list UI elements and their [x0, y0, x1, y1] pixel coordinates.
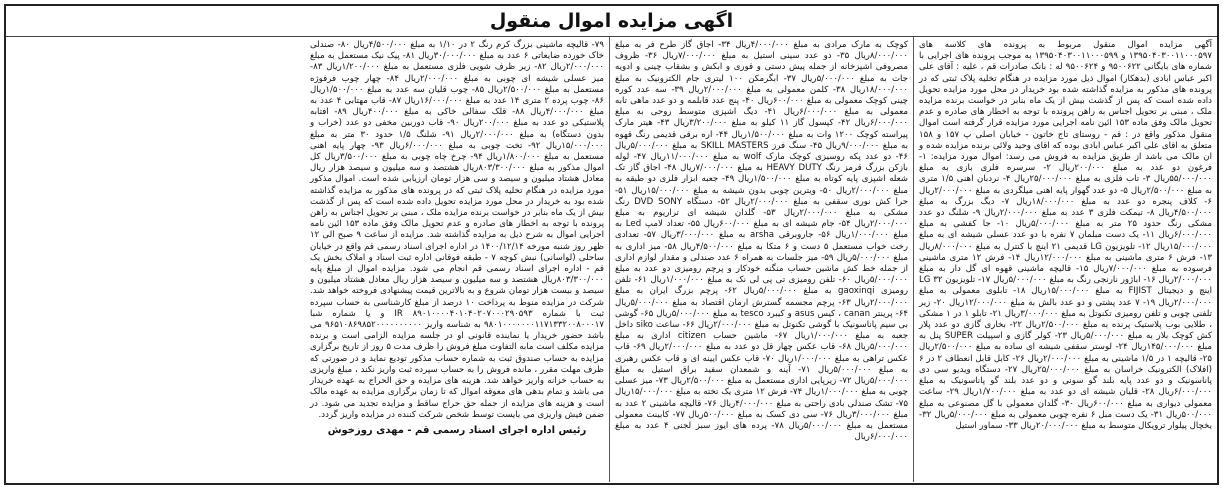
- signature: رئیس اداره اجرای اسناد رسمی قم - مهدی روزخوش: [327, 424, 587, 436]
- notice-title: اگهی مزایده اموال منقول: [489, 10, 734, 32]
- column-1: [913, 37, 1217, 482]
- column-3-text: ۷۹- قالیچه ماشینی بزرگ کرم رنگ ۲ در ۱/۱۰ به مبلغ ۴/۵۰۰/۰۰۰ریال ۸۰- صندلی خاک خورده ضایعاتی ۶ عدد به مبلغ ۳۰/۰۰۰/۰۰۰ریال ۸۱- پیک نیک مستعمل به مبلغ ۲/۰۰۰/۰۰۰ریال ۸۲- زیر ظرف شویی فلزی مستعمل به مبلغ ۱/۲۰۰/۰۰۰ریال ۸۳- میز عسلی شیشه ای چوبی به مبلغ ۲/۰۰۰/۰۰۰ریال ۸۴- چهار چوب فرفوژه مستعمل به مبلغ ۲/۵۰۰/۰۰۰ریال ۸۵- چوب قلیان سه عدد به مبلغ ۱/۵۰۰/۰۰۰ریال ۸۶- چوب پرده ۲ متری ۱۴ عدد به مبلغ ۱۶/۰۰۰/۰۰۰ریال ۸۷- قاب مهتابی ۴ عدد به مبلغ ۴/۰۰۰/۰۰۰ریال ۸۸- قلک سفالی خاکی به مبلغ ۴۰۰/۰۰۰ریال ۸۹- افتابه پلاستیکی دو عدد به مبلغ ۲۰۰/۰۰۰ریال ۹۰- قاب دوربین مخفی دو عدد (خراب و بدون دستگاه) به مبلغ ۲/۰۰۰/۰۰۰ریال ۹۱- شلنگ ۱/۵ حدود ۳۰ متر به مبلغ ۱۵/۰۰۰/۰۰۰ریال ۹۲- تخت چوبی به مبلغ ۶/۰۰۰/۰۰۰ریال ۹۳- چهار پایه اهنی مستعمل به مبلغ ۱/۸۰۰/۰۰۰ریال ۹۴- چرخ چاه چوبی به مبلغ ۳/۵۰۰/۰۰۰ریال کل اموال مذکور به مبلغ ۸۰۳/۳۰۰/۰۰۰ریال هشتصد و سه میلیون و سیصد هزار ریال معادل هشتاد میلیون و سیصد و سی هزار تومان ارزیابی شده است. اموال مذکور مورد مزایده در هنگام تخلیه پلاک ثبتی که در پرونده های مذکور به مزایده گذاشته شده بود به خریدار در محل مورد مزایده تحویل داده شده است که پس از گذشت بیش از یک ماه بنابر در خواست برنده مزایده ملک ، مبنی بر تحویل اجناس به راهن پرونده با توجه به اخطار های صادره و عدم تحویل مالک وفق ماده ۱۵۳ ائین نامه اجرایی اموال به شرح ذیل به مزایده گذاشته شد. مزایده از ساعت ۹ صبح الی ۱۲ ظهر روز شنبه مورخه ۱۴۰۰/۱۲/۱۴ در اداره اجرای اسناد رسمی قم واقع در خیابان ساحلی (لواسانی) نبش کوچه ۷ - طبقه فوقانی اداره ثبت اسناد و املاک بخش یک قم - اداره اجرای اسناد رسمی قم انجام می شود. مزایده اموال از مبلغ پایه ۸۰۳/۳۰۰/۰۰۰ریال هشتصد و سه میلیون و سیصد هزار ریال معادل هشتاد میلیون و سیصد و بیست هزار تومان شروع و به بالاترین قیمت پیشنهادی فروخته خواهد شد. شرکت در مزایده منوط به پرداخت ۱۰ درصد از مبلغ کارشناسی به حساب سپرده ثبت با شماره IR ۸۹۰۱۰۰۰۰۴۰۱۰۴۰۲۰۷۰۰۰۲۹۰۵۹۳ و یا شماره شبا ۹۸۰۱۰۰۰۰۰۰۰۱۱۷۱۳۳۲۰۰۸۰۰۰۱۷ به شناسه واریز ۹۶۵۱۰۸۶۹۸۵۲۰۰۰۰۰۰۰۰۰۰ می باشد حضور خریدار یا نماینده قانونی او در جلسه مزایده الزامی است و برنده مزایده مکلف است مابه التفاوت مبلغ فروش را ظرف مدت ۵ روز از تاریخ برگزاری مزایده به حساب صندوق ثبت به شماره حساب مذکور تودیع نماید و در صورتی که ظرف مهلت مقرر ، مانده فروش را به حساب سپرده ثبت واریز نکند ، مبلغ واریزی به حساب خزانه واریز خواهد شد. هزینه های مزایده و حق الحراج به عهده خریدار می باشد و تمام بدهی های معوقه اموال که تا زمان برگزاری مزایده به عهده مالک است و هزینه های مزایده از جمله حق حراج ساقط و مزایده تجدید می شود. در ضمن فیش واریزی می بایست توسط شخص شرکت کننده در مزایده واریز گردد.: [310, 40, 605, 420]
- column-1-text: آگهی مزایده اموال منقول مربوط به پرونده های کلاسه های ۱۳۹۵۰۴۰۳۰۰۱۱۰۰۰۵۹۷ و ۱۳۹۵۰۴۰۳۰۰۱۱۰۰۰۵۹۹ به موجب پرونده های اجرایی با شماره های بایگانی ۹۵۰۰۶۲۲ و ۹۵۰۰۶۲۴ له : بانک صادرات قم ، علیه : آقای علی اکبر عباس ابادی (بدهکار) اموال ذیل مورد مزایده در هنگام تخلیه پلاک ثبتی که در پرونده های مذکور به مزایده گذاشته شده بود خریدار در محل مورد مزایده تحویل داده شده است که پس از گذشت بیش از یک ماه بنابر در خواست برنده مزایده ملک ، مبنی بر تحویل اجناس به راهن پرونده با توجه به اخطار های صادره و عدم تحویل مالک وفق ماده ۱۵۳ ائین نامه اجرایی مورد مزایده قرار گرفته است اموال منقول مذکور واقع در : قم - روستای تاج خاتون - خیابان اصلی پ ۱۵۷ و ۱۵۸ متعلق به اقای علی اکبر عباس ابادی بوده که اقای وحید ولائی برنده مزایده شده و ان مالک می باشد از طریق مزایده به فروش می رسد: اموال مورد مزایده: ۱- فرغون دو عدد به مبلغ ۲۰۰/۰۰۰ریال ۲- سرسره فلزی بازی به مبلغ ۵۵/۰۰۰/۰۰۰ریال ۳- تاب فلزی به مبلغ ۲۵/۰۰۰/۰۰۰ریال ۴- نردبان اهنی ۱/۵ متری به مبلغ ۲/۵۰۰/۰۰۰ریال ۵- دو عدد گهوار پایه اهنی میلگردی به مبلغ ۲/۰۰۰/۰۰۰ریال ۶- کلاف پنجره دو عدد به مبلغ ۱۸/۰۰۰/۰۰۰ریال ۷- دیگ بزرگ به مبلغ ۴/۵۰۰/۰۰۰ریال ۸- تیمکت فلزی ۳ عدد به مبلغ ۲/۰۰۰/۰۰۰ریال ۹- شلنگ دو عدد مشکی رنگ حدود ۲۵ متر به مبلغ ۵/۰۰۰/۰۰۰ریال ۱۰- جا کفشی به مبلغ ۶/۰۰۰/۰۰۰ریال ۱۱- یک دست مبلمان ۷ نفره با دو عدد عسلی شیشه ای به مبلغ ۱۵/۰۰۰/۰۰۰ریال ۱۲- تلویزیون LG قدیمی ۲۱ اینچ با کنترل به مبلغ ۸/۰۰۰/۰۰۰ریال ۱۳- فرش ۶ متری ماشینی به مبلغ ۱۲/۰۰۰/۰۰۰ریال ۱۴- فرش ۱۲ متری ماشینی فرسوده به مبلغ ۷/۰۰۰/۰۰۰ریال ۱۵- قالیچه ماشینی قهوه ای گل دار به مبلغ ۲/۰۰۰/۰۰۰ریال ۱۶- اباژور نارنجی رنگ به مبلغ ۵/۰۰۰/۰۰۰ریال ۱۷- تلویزیون LG ۳۲ اینچ و دیجیتال FIJIST به مبلغ ۱۵/۰۰۰/۰۰۰ریال ۱۸- تابلوی معمولی به مبلغ ۲/۰۰۰/۰۰۰ریال ۱۹- ۷ عدد پشتی و دو عدد بالش به مبلغ ۱۲/۰۰۰/۰۰۰ریال ۲۰- زیر تلفنی چوبی و تلفن رومیزی تکنوتل به مبلغ ۳/۰۰۰/۰۰۰ریال ۲۱- تابلو ۱ در ۱ مشکی ، طلایی بوب پلاستیک پرنده به مبلغ ۲/۵۰۰/۰۰۰ریال ۲۲- بخاری گازی دو عدد پلار کش کوچک بلار به مبلغ ۵/۰۰۰/۰۰۰ریال ۲۳- کولر گازی و اسپیلت SUPER پنل به مبلغ ۱۴۵/۰۰۰/۰۰۰ریال ۲۴- لوستر سقفی شیشه ای ساده به مبلغ ۲/۵۰۰/۰۰۰ریال ۲۵- قالیچه ۱ در ۱/۵ ماشینی به مبلغ ۲/۰۰۰/۰۰۰ریال ۲۶- کابل قابل انعطاف ۲ در ۶ (افلاک) الکترونیک خراسان به مبلغ ۲۵/۰۰۰/۰۰۰ریال ۲۷- دستگاه ویدیو سی دی پاناسونیک و دو عدد پایه بلند گو سونی و دو عدد بلند گو پاناسونیک به مبلغ ۶/۰۰۰/۰۰۰ریال ۲۸- قلیان شیشه ای دو عدد به مبلغ ۱/۷۰۰/۰۰۰ریال ۲۹- ساعت معمولی دیواری به مبلغ ۶۰۰/۰۰۰ریال ۳۰- گلدان معمولی با گل مصنوعی به مبلغ ۵۰۰/۰۰۰ریال ۳۱- یک دست مبل ۶ نفره چوبی معمولی به مبلغ ۵/۰۰۰/۰۰۰ریال ۳۲- یخچال پیلوار ترویکال متوسط به مبلغ ۲۰/۰۰۰/۰۰۰ریال ۳۳- سماور استیل: [919, 40, 1213, 431]
- notice-body: [6, 37, 1217, 482]
- column-3: [305, 37, 609, 482]
- title-bar: [6, 6, 1217, 37]
- notice-frame: [4, 4, 1219, 485]
- column-2: [609, 37, 913, 482]
- column-2-text: کوچک به مارک مرادی به مبلغ ۴/۰۰۰/۰۰۰ریال ۳۴- اجاق گاز طرح فر به مبلغ ۸/۰۰۰/۰۰۰ریال ۳۵- دو عدد سینی استیل به مبلغ ۷/۰۰۰/۰۰۰ریال ۳۶- ظروف مصروفی اشپزخانه از جمله پیش دستی و قوری و ابکش و بشقاب چینی و ادویه جات به مبلغ ۵/۰۰۰/۰۰۰ریال ۳۷- ابگرمکن ۱۰۰ لیتری جام الکترونیک به مبلغ ۱۸/۰۰۰/۰۰۰ریال ۳۸- کلمن معمولی به مبلغ ۲/۰۰۰/۰۰۰ریال ۳۹- سه عدد کوره چینی کوچک معمولی به مبلغ ۶۰۰/۰۰۰ریال ۴۰- پنج عدد قابلمه و دو عدد ماهی تابه معمولی به مبلغ ۶/۰۰۰/۰۰۰ریال ۴۱- دیگ اشپزی متوسط روحی به مبلغ ۶/۰۰۰/۰۰۰ریال ۴۲- کپسول گاز ۱۱ کیلو به مبلغ ۳/۲۰۰/۰۰۰ریال ۴۳- هیتر مارک پیراسته کوچک ۱۲۰۰ وات به مبلغ ۱/۵۰۰/۰۰۰ریال ۴۴- اره برقی قدیمی رنگ قهوه به مبلغ ۹/۰۰۰/۰۰۰ریال ۴۵- سنگ فرز SKILL MASTERS به مبلغ ۵/۰۰۰/۰۰۰ریال ۴۶- دو عدد پکه روسیزی کوچک مارک wolf به مبلغ ۱۱/۰۰۰/۰۰۰ریال ۴۷- لوله بازکن بزرگ قرمز رنگ HEAVY DUTY به مبلغ ۷/۰۰۰/۰۰۰ریال ۴۸- اجاق گاز تک شعله اشپزی پایه کوتاه به مبلغ ۱/۵۰۰/۰۰۰ریال ۴۹- جعبه ابزار فلزی دو طبقه به مبلغ ۲/۰۰۰/۰۰۰ریال ۵۰- ویترین چوبی بدون شیشه به مبلغ ۱۵/۰۰۰/۰۰۰ریال ۵۱- حرا کش نوری سقفی به مبلغ ۲/۰۰۰/۰۰۰ریال ۵۲- دستگاه DVD SONY رنگ مشکی به مبلغ ۲/۰۰۰/۰۰۰ریال ۵۳- گلدان شیشه ای تراریوم به مبلغ ۲/۰۰۰/۰۰۰ریال ۵۴- جام شیشه ای به مبلغ ۶۰۰/۰۰۰ریال ۵۵- تعداد لامپ Led به مبلغ ۱/۰۰۰/۰۰۰ریال ۵۶- جاروبرقی arsha به مبلغ ۳/۰۰۰/۰۰۰ریال ۵۷- تعدادی رخت خواب مستعمل ۵ دست و ۶ متکا به مبلغ ۴/۵۰۰/۰۰۰ریال ۵۸- میز اداری به مبلغ ۵/۰۰۰/۰۰۰ریال ۵۹- میز جلسات به همراه ۶ عدد صندلی و مقدار لوازم اداری از جمله خط کش ماشین حساب منگنه خودکار و پرچم رومیزی دو عدد به مبلغ ۵/۰۰۰/۰۰۰ریال ۶۰- تلفن رومیزی تی پی لی نک به مبلغ ۱/۰۰۰/۰۰۰ریال ۶۱- تلفن رومیزی gaoxinqi به مبلغ ۵/۰۰۰/۰۰۰ریال ۶۲- پرچم بزرگ ایران به مبلغ ۲/۰۰۰/۰۰۰ریال ۶۳- پرچم مجسمه گسترش ارمان اقتصاد به مبلغ ۵/۰۰۰/۰۰۰ریال ۶۴- پرینتر canan ، کیس asus و کیبرد tesco به مبلغ ۵/۰۰۰/۰۰۰ریال ۶۵- گوشی بی سیم پاناسونیک با گوشی تکنوتل به مبلغ ۲/۰۰۰/۰۰۰ریال ۶۶- ساعت siko داخل جعبه به مبلغ ۱/۰۰۰/۰۰۰ریال ۶۷- ماشین حساب citizen اداری به مبلغ ۵/۰۰۰/۰۰۰ریال ۶۸- قاب عکس چهار قل دو عدد به مبلغ ۲/۰۰۰/۰۰۰ریال ۶۹- قاب عکس تراهی به مبلغ ۱/۰۰۰/۰۰۰ریال ۷۰- قاب عکس ایینه ای و قاب عکس رهبری به مبلغ ۵/۰۰۰/۰۰۰ریال ۷۱- آینه و شمعدان سفید براق استیل به مبلغ ۵/۰۰۰/۰۰۰ریال ۷۲- زیرپایی اداری مستعمل به مبلغ ۲/۵۰۰/۰۰۰ریال ۷۳- میز عسلی چوبی به مبلغ ۱/۰۰۰/۰۰۰ریال ۷۴- فرش ۱۲ متری یک تخته به مبلغ ۱۵/۰۰۰/۰۰۰ریال ۷۵- تشک صندلی بادی راحتی به مبلغ ۴/۰۰۰/۰۰۰ریال ۷۶- قالیچه ماشینی ۲ عدد به مبلغ ۳/۰۰۰/۰۰۰ریال ۷۶- سی دی کسک به مبلغ ۵۰۰/۰۰۰ریال ۷۷- کابینت معمولی مستعمل به مبلغ ۵/۰۰۰/۰۰۰ریال ۷۸- پرده های ایوز سبز لجنی ۴ عدد به مبلغ ۶/۰۰۰/۰۰۰ریال: [615, 40, 909, 443]
